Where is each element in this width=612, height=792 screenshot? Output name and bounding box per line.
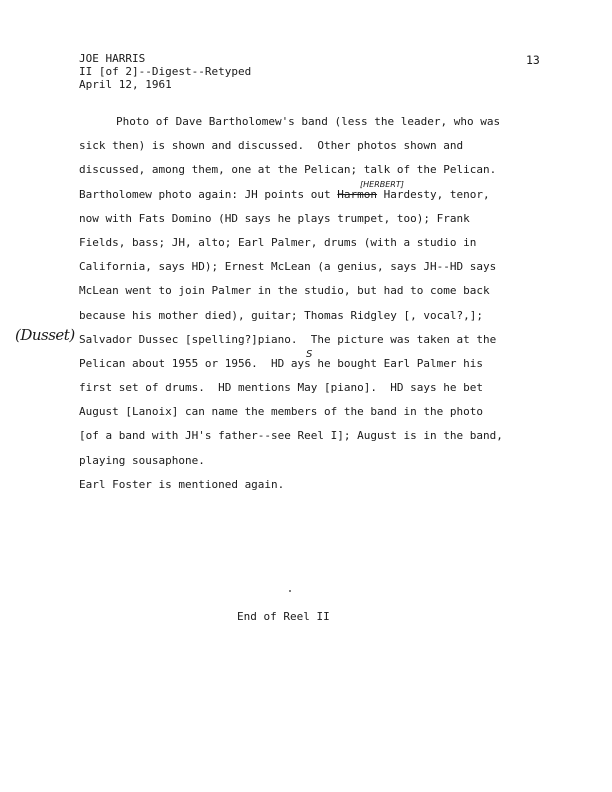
body-line: Pelican about 1955 or 1956. HD ays he bought Earl Palmer his: [79, 356, 483, 370]
body-line: because his mother died), guitar; Thomas Ridgley [, vocal?,];: [79, 308, 483, 322]
handwritten-margin-note: (Dusset): [15, 326, 75, 344]
body-line: [79, 183, 539, 207]
header-reel: II [of 2]--Digest--Retyped: [79, 65, 252, 78]
header-name: JOE HARRIS: [79, 52, 146, 65]
body-line: Fields, bass; JH, alto; Earl Palmer, drums (with a studio in: [79, 235, 477, 249]
body-line: [79, 497, 539, 521]
document-header: [79, 52, 251, 91]
body-line: playing sousaphone.: [79, 453, 205, 467]
body-line: [of a band with JH's father--see Reel I]; August is in the band,: [79, 429, 503, 443]
body-line: now with Fats Domino (HD says he plays trumpet, too); Frank: [79, 211, 470, 225]
body-text: Hardesty, tenor,: [377, 187, 490, 201]
body-line: discussed, among them, one at the Pelican; talk of the Pelican.: [79, 163, 497, 177]
handwritten-insertion-herbert: [HERBERT]: [360, 180, 404, 189]
body-text: Bartholomew photo again: JH points out: [79, 187, 338, 201]
page-number: 13: [526, 53, 540, 67]
end-of-reel-text: End of Reel II: [237, 610, 330, 623]
body-line: Salvador Dussec [spelling?]piano. The picture was taken at the: [79, 332, 497, 346]
body-line: first set of drums. HD mentions May [piano]. HD says he bet: [79, 381, 483, 395]
handwritten-insertion-s: S: [306, 349, 313, 360]
header-date: April 12, 1961: [79, 78, 172, 91]
struck-word: Harmon: [337, 187, 378, 201]
body-line: California, says HD); Ernest McLean (a genius, says JH--HD says: [79, 260, 497, 274]
body-line: August [Lanoix] can name the members of the band in the photo: [79, 405, 483, 419]
body-line: Photo of Dave Bartholomew's band (less the leader, who was: [116, 115, 501, 128]
body-line: Earl Foster is mentioned again.: [79, 477, 285, 491]
scan-speck: [289, 590, 291, 592]
body-line: McLean went to join Palmer in the studio, but had to come back: [79, 284, 490, 298]
body-line: sick then) is shown and discussed. Other photos shown and: [79, 139, 464, 153]
document-body: [79, 110, 539, 521]
